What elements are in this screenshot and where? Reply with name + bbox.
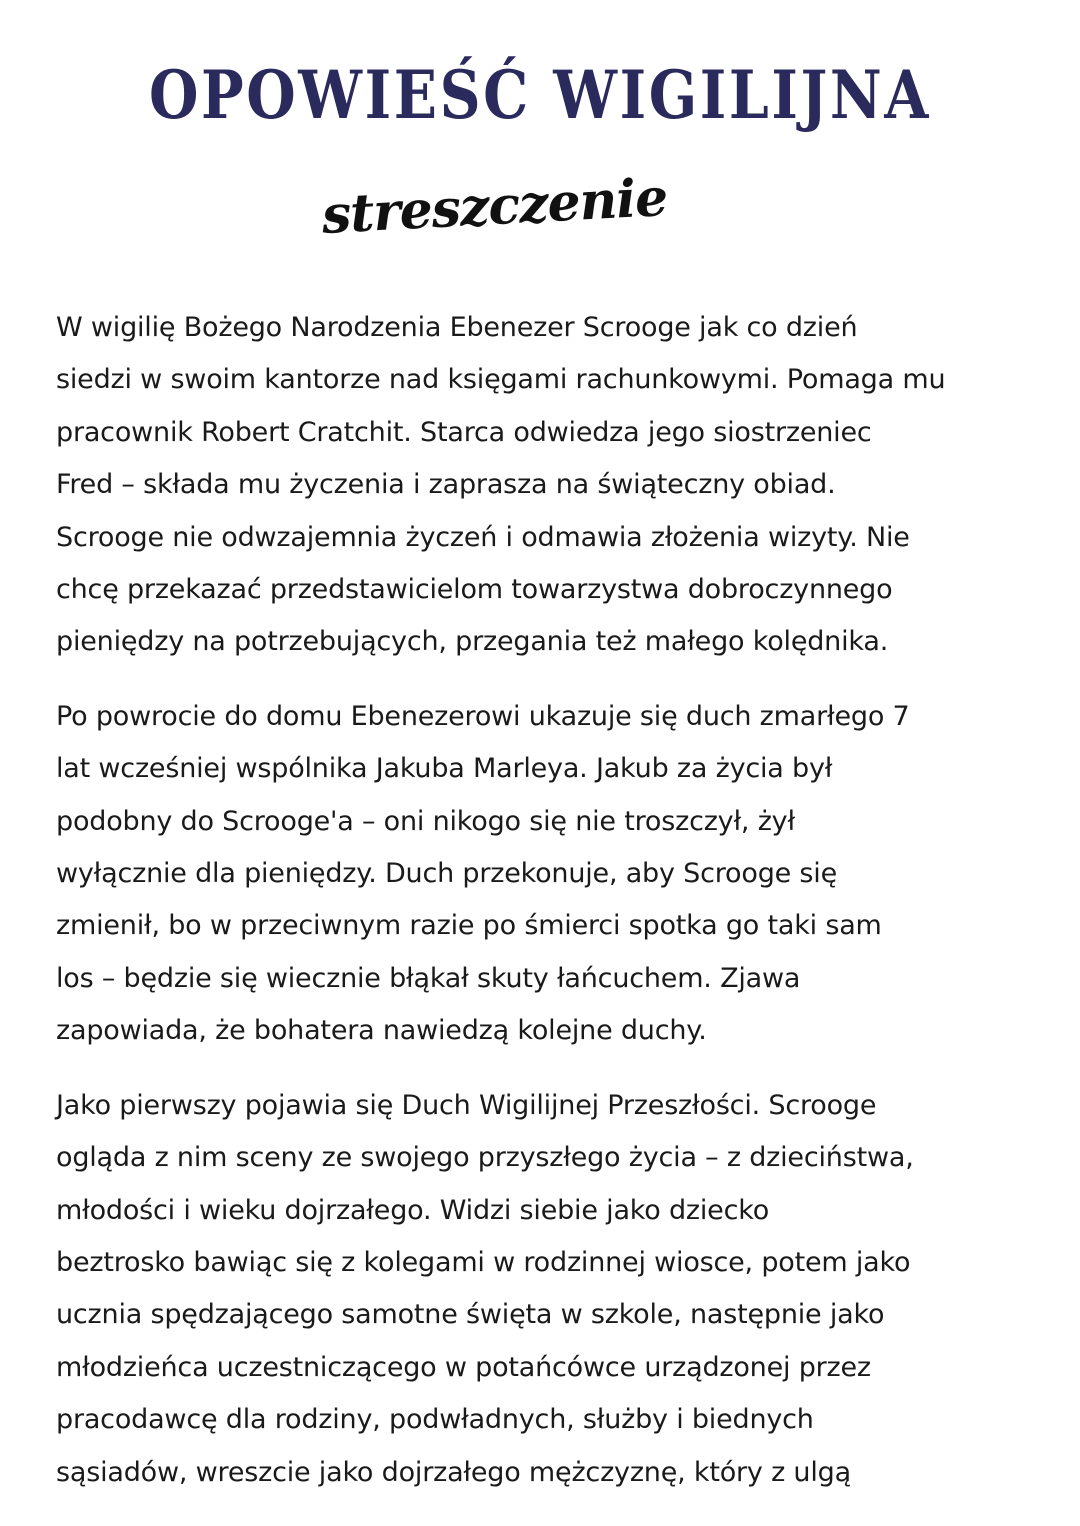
text-line: ucznia spędzającego samotne święta w szkole, następnie jako [56,1299,885,1331]
text-line: pracownik Robert Cratchit. Starca odwiedza jego siostrzeniec [56,416,872,448]
text-line: zmienił, bo w przeciwnym razie po śmierci spotka go taki sam [56,910,882,942]
text-line: los – będzie się wiecznie błąkał skuty łańcuchem. Zjawa [56,962,801,994]
text-line: wyłącznie dla pieniędzy. Duch przekonuje, aby Scrooge się [56,858,838,890]
text-line: chcę przekazać przedstawicielom towarzystwa dobroczynnego [56,574,893,606]
text-line: pieniędzy na potrzebujących, przegania też małego kolędnika. [56,626,889,658]
text-line: lat wcześniej wspólnika Jakuba Marleya. Jakub za życia był [56,753,833,785]
text-line: Scrooge nie odwzajemnia życzeń i odmawia złożenia wizyty. Nie [56,521,910,553]
text-line: Po powrocie do domu Ebenezerowi ukazuje się duch zmarłego 7 [56,700,910,732]
paragraph-1 [56,302,1031,669]
text-line: pracodawcę dla rodziny, podwładnych, służby i biednych [56,1404,814,1436]
text-line: podobny do Scrooge'a – oni nikogo się nie troszczył, żył [56,805,795,837]
text-line: sąsiadów, wreszcie jako dojrzałego mężczyznę, który z ulgą [56,1456,851,1488]
text-line: W wigilię Bożego Narodzenia Ebenezer Scrooge jak co dzień [56,312,858,343]
paragraph-3 [56,1080,1031,1499]
paragraph-2 [56,691,1031,1058]
text-line: Jako pierwszy pojawia się Duch Wigilijnej Przeszłości. Scrooge [56,1089,877,1121]
text-line: Fred – składa mu życzenia i zaprasza na świąteczny obiad. [56,469,836,501]
text-line: siedzi w swoim kantorze nad księgami rachunkowymi. Pomaga mu [56,364,946,396]
summary-body [56,302,1031,1521]
text-line: ogląda z nim sceny ze swojego przyszłego życia – z dzieciństwa, [56,1142,914,1174]
text-line: beztrosko bawiąc się z kolegami w rodzinnej wiosce, potem jako [56,1246,911,1278]
text-line: młodzieńca uczestniczącego w potańcówce urządzonej przez [56,1351,871,1383]
text-line: młodości i wieku dojrzałego. Widzi siebie jako dziecko [56,1194,770,1226]
document-subtitle: streszczenie [320,166,669,246]
document-title: OPOWIEŚĆ WIGILIJNA [148,56,932,134]
text-line: zapowiada, że bohatera nawiedzą kolejne duchy. [56,1015,707,1047]
